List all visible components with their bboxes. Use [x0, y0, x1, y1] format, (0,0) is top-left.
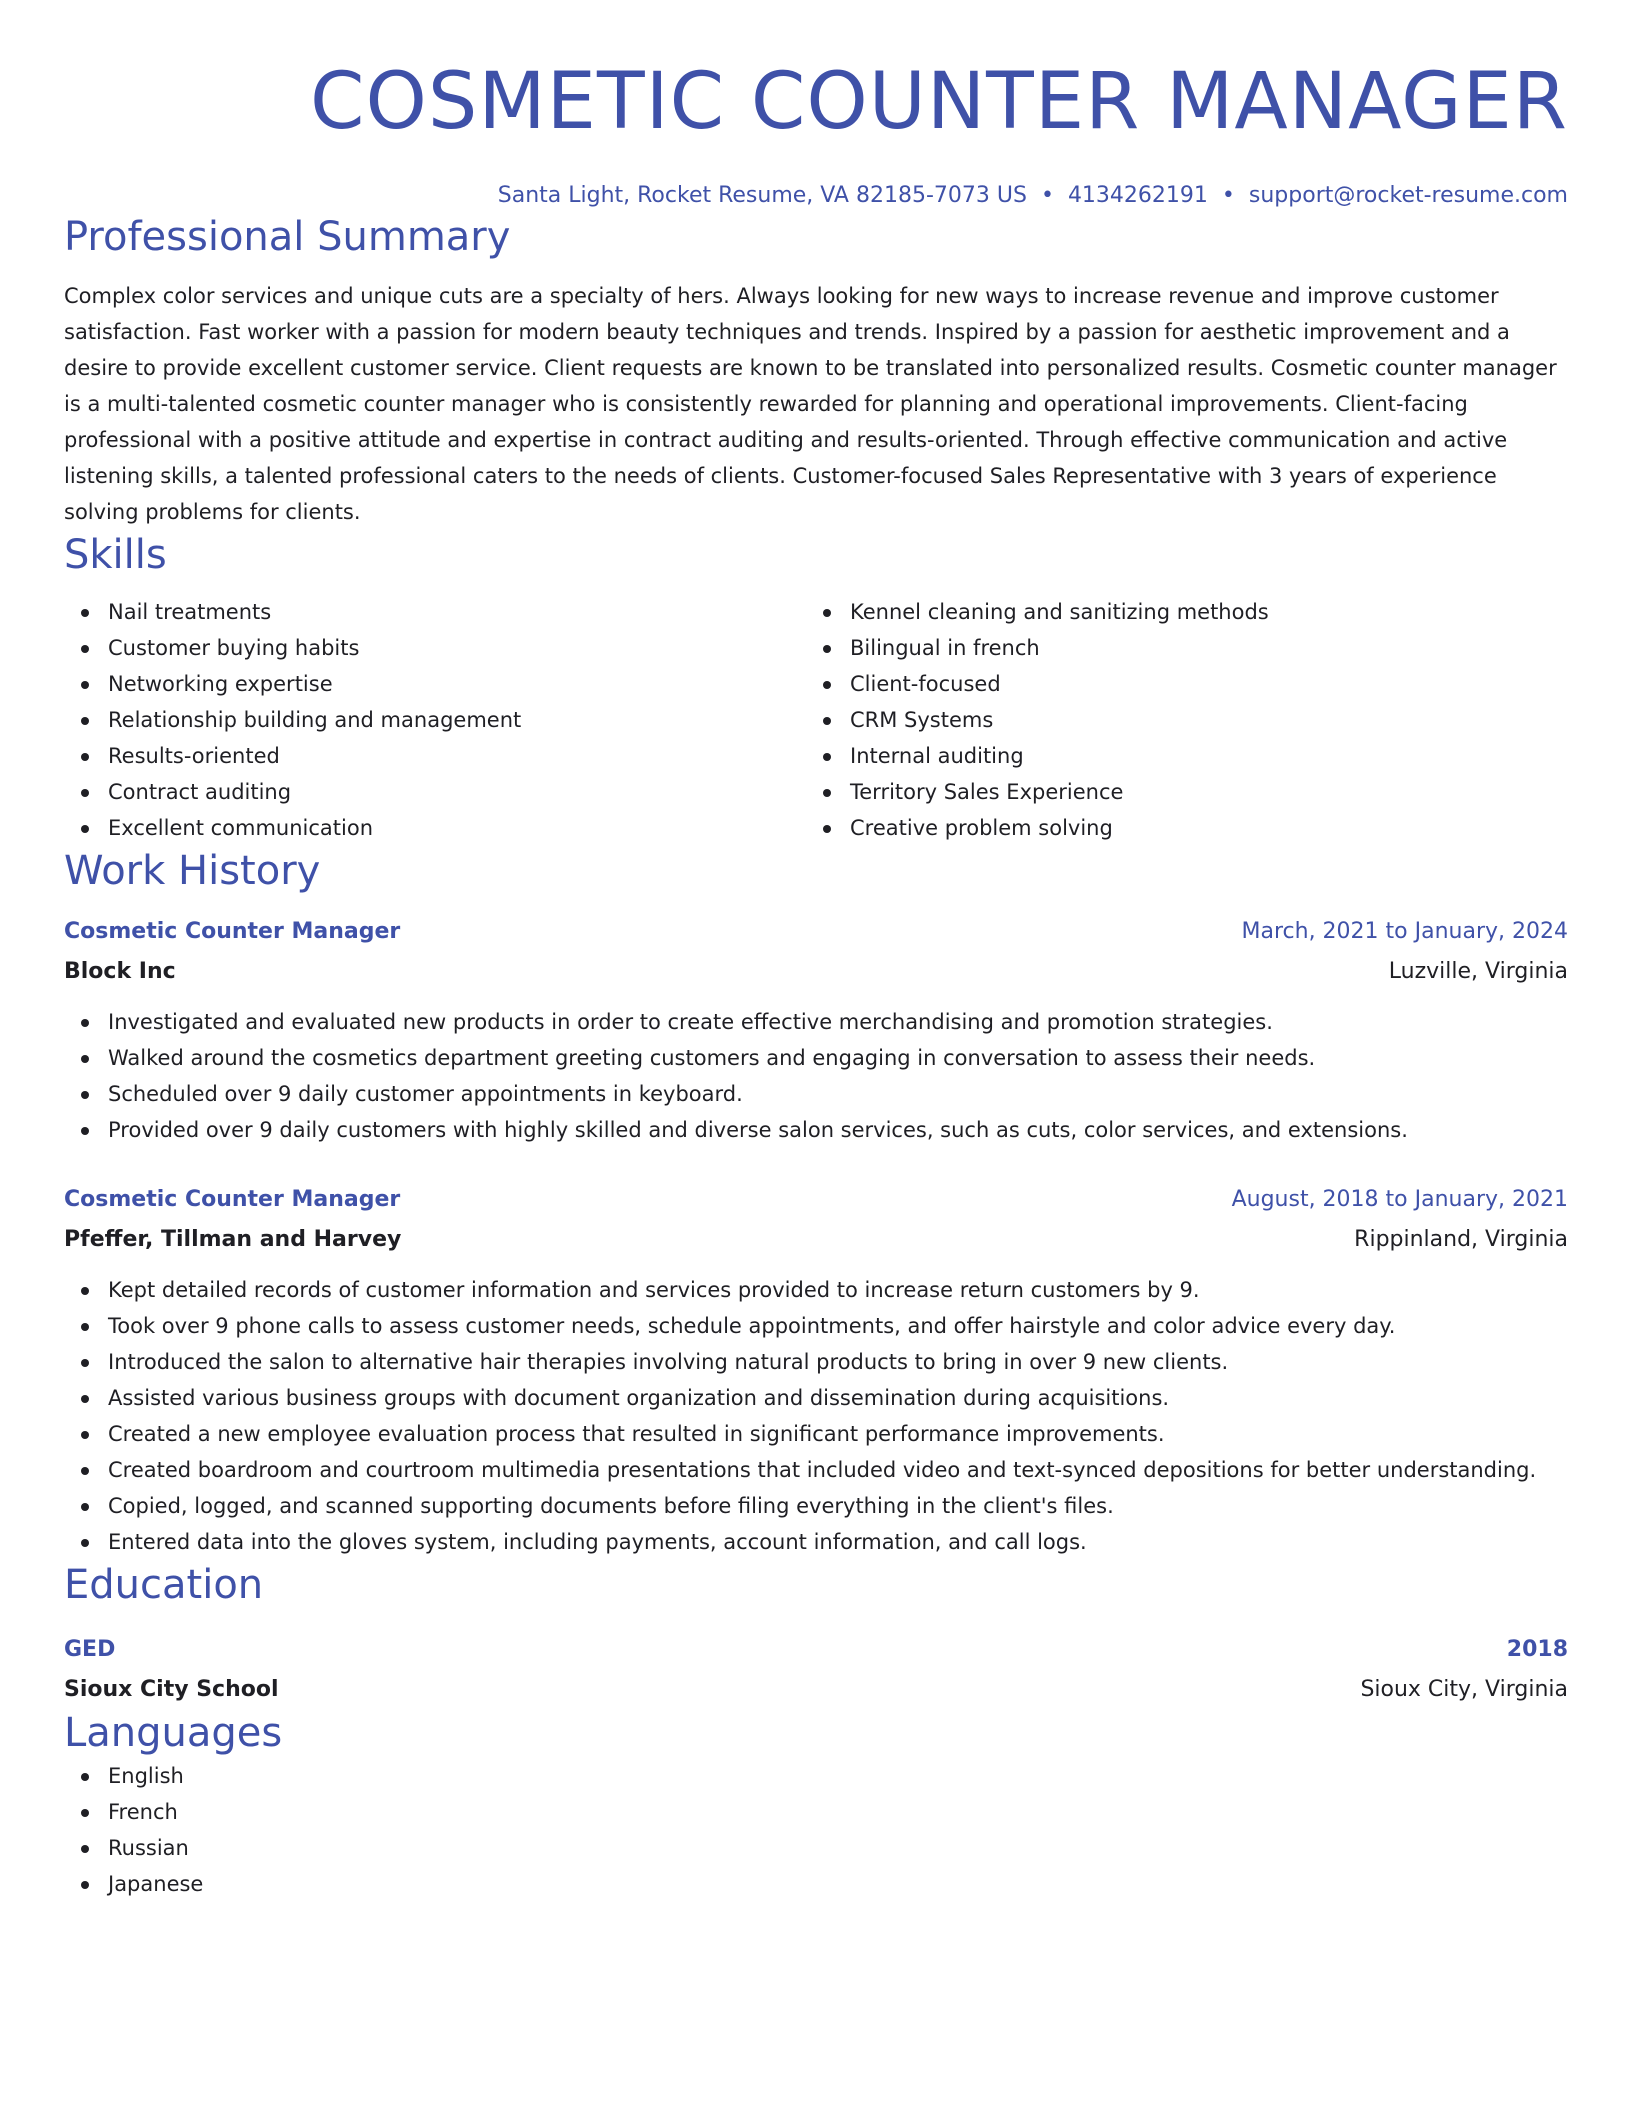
education-degree-row — [64, 1632, 1568, 1668]
education-degree: GED — [64, 1637, 116, 1662]
job-bullets — [64, 1272, 1568, 1560]
skill-item: Contract auditing — [64, 774, 806, 810]
skill-item: Kennel cleaning and sanitizing methods — [806, 594, 1548, 630]
skill-item: Customer buying habits — [64, 630, 806, 666]
candidate-name: COSMETIC COUNTER MANAGER — [310, 57, 1568, 147]
skill-item: CRM Systems — [806, 702, 1548, 738]
contact-email[interactable]: support@rocket-resume.com — [1248, 183, 1568, 208]
language-item: Russian — [64, 1830, 1568, 1866]
education-year: 2018 — [1506, 1637, 1568, 1662]
job-bullet: Took over 9 phone calls to assess customer needs, schedule appointments, and offer hairstyle and color advice every day. — [64, 1308, 1568, 1344]
job-bullet: Entered data into the gloves system, including payments, account information, and call logs. — [64, 1524, 1568, 1560]
skill-item: Creative problem solving — [806, 810, 1548, 846]
job-title-row — [64, 1182, 1568, 1218]
job-company-row — [64, 954, 1568, 990]
summary-heading: Professional Summary — [64, 214, 511, 260]
skill-item: Results-oriented — [64, 738, 806, 774]
job-title: Cosmetic Counter Manager — [64, 1187, 401, 1212]
languages-list — [64, 1758, 1568, 1902]
job-company: Pfeffer, Tillman and Harvey — [64, 1227, 402, 1252]
job-bullet: Scheduled over 9 daily customer appointments in keyboard. — [64, 1076, 1568, 1112]
skill-item: Internal auditing — [806, 738, 1548, 774]
job-bullet: Assisted various business groups with document organization and dissemination during acquisitions. — [64, 1380, 1568, 1416]
skill-item: Territory Sales Experience — [806, 774, 1548, 810]
job-location: Luzville, Virginia — [1388, 959, 1568, 984]
job-bullet: Introduced the salon to alternative hair therapies involving natural products to bring in over 9 new clients. — [64, 1344, 1568, 1380]
skills-heading: Skills — [64, 532, 167, 578]
job-title: Cosmetic Counter Manager — [64, 919, 401, 944]
language-item: French — [64, 1794, 1568, 1830]
job-bullets — [64, 1004, 1568, 1148]
job-location: Rippinland, Virginia — [1354, 1227, 1568, 1252]
contact-address: Santa Light, Rocket Resume, VA 82185-7073 US — [497, 183, 1027, 208]
work-history-heading: Work History — [64, 848, 321, 894]
contact-phone: 4134262191 — [1067, 183, 1208, 208]
contact-separator: • — [1221, 183, 1235, 208]
skill-item: Networking expertise — [64, 666, 806, 702]
language-item: Japanese — [64, 1866, 1568, 1902]
skill-item: Relationship building and management — [64, 702, 806, 738]
job-bullet: Created a new employee evaluation process that resulted in significant performance improvements. — [64, 1416, 1568, 1452]
education-school-row — [64, 1672, 1568, 1708]
languages-heading: Languages — [64, 1710, 283, 1756]
summary-text: Complex color services and unique cuts are a specialty of hers. Always looking for new ways to increase revenue and improve customer satisfaction. Fast worker with a passion for modern beauty techniques and trends. Inspired by a passion for aesthetic improvement and a desire to provide excellent customer service. Client requests are known to be translated into personalized results. Cosmetic counter manager is a multi-talented cosmetic counter manager who is consistently rewarded for planning and operational improvements. Client-facing professional with a positive attitude and expertise in contract auditing and results-oriented. Through effective communication and active listening skills, a talented professional caters to the needs of clients. Customer-focused Sales Representative with 3 years of experience solving problems for clients. — [64, 284, 1557, 524]
job-entry — [64, 914, 1568, 1148]
contact-separator: • — [1040, 183, 1054, 208]
contact-line — [64, 180, 1568, 212]
skills-list-right — [806, 594, 1548, 846]
language-item: English — [64, 1758, 1568, 1794]
job-dates: March, 2021 to January, 2024 — [1241, 919, 1568, 944]
job-bullet: Investigated and evaluated new products in order to create effective merchandising and promotion strategies. — [64, 1004, 1568, 1040]
job-dates: August, 2018 to January, 2021 — [1231, 1187, 1568, 1212]
job-company-row — [64, 1222, 1568, 1258]
job-bullet: Created boardroom and courtroom multimedia presentations that included video and text-synced depositions for better understanding. — [64, 1452, 1568, 1488]
education-school: Sioux City School — [64, 1677, 279, 1702]
skill-item: Client-focused — [806, 666, 1548, 702]
skills-grid — [64, 594, 1568, 846]
job-entry — [64, 1182, 1568, 1560]
education-location: Sioux City, Virginia — [1360, 1677, 1568, 1702]
skill-item: Bilingual in french — [806, 630, 1548, 666]
education-entry — [64, 1632, 1568, 1708]
job-bullet: Kept detailed records of customer information and services provided to increase return customers by 9. — [64, 1272, 1568, 1308]
skill-item: Nail treatments — [64, 594, 806, 630]
job-title-row — [64, 914, 1568, 950]
skill-item: Excellent communication — [64, 810, 806, 846]
job-bullet: Copied, logged, and scanned supporting documents before filing everything in the client's files. — [64, 1488, 1568, 1524]
job-bullet: Walked around the cosmetics department greeting customers and engaging in conversation to assess their needs. — [64, 1040, 1568, 1076]
job-bullet: Provided over 9 daily customers with highly skilled and diverse salon services, such as cuts, color services, and extensions. — [64, 1112, 1568, 1148]
education-heading: Education — [64, 1562, 264, 1608]
skills-list-left — [64, 594, 806, 846]
job-company: Block Inc — [64, 959, 176, 984]
